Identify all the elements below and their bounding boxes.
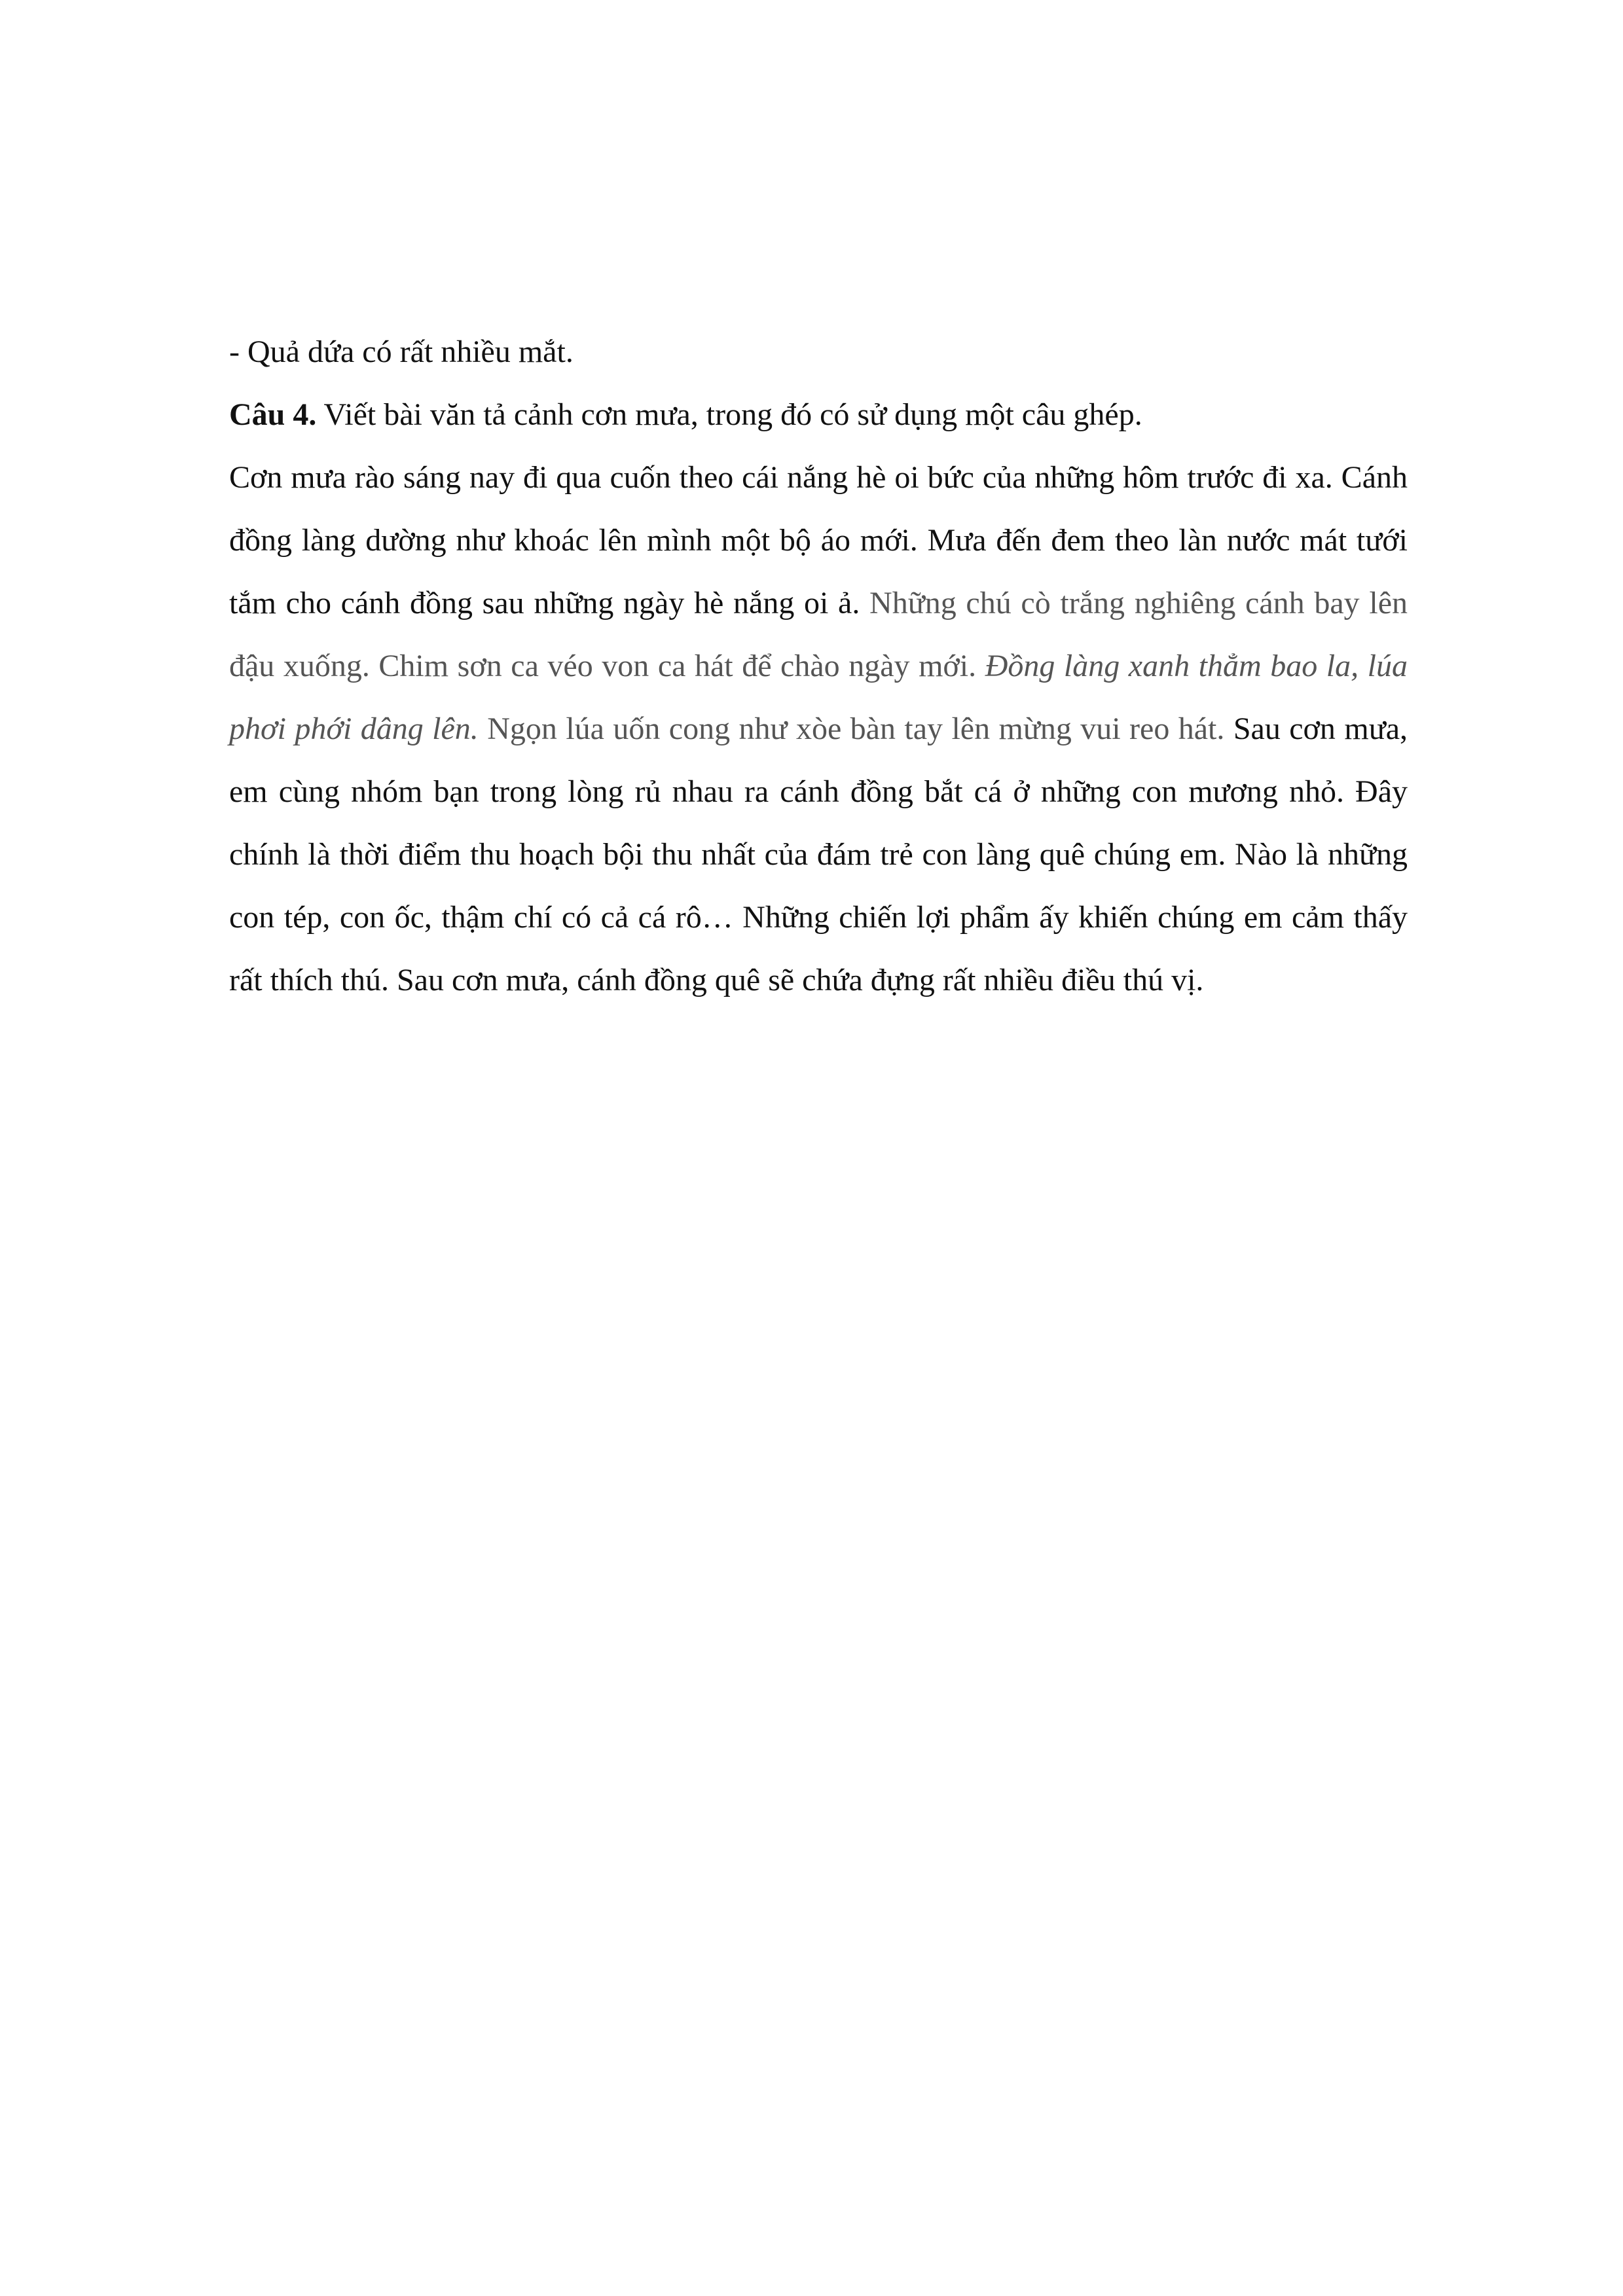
question-label: Câu 4.: [229, 397, 317, 432]
essay-part-4: Ngọn lúa uốn cong như xòe bàn tay lên mừng vui reo hát.: [478, 711, 1225, 746]
question-text: Viết bài văn tả cảnh cơn mưa, trong đó có sử dụng một câu ghép.: [316, 397, 1142, 432]
essay-part-5: Sau cơn mưa, em cùng nhóm bạn trong lòng rủ nhau ra cánh đồng bắt cá ở những con mương nhỏ. Đây chính là thời điểm thu hoạch bội thu nhất của đám trẻ con làng quê chúng em. Nào là những con tép, con ốc, thậm chí có cả cá rô… Những chiến lợi phẩm ấy khiến chúng em cảm thấy rất thích thú. Sau cơn mưa, cánh đồng quê sẽ chứa đựng rất nhiều điều thú vị.: [229, 711, 1408, 997]
essay-part-3: Đồng làng xanh thẳm bao la, lúa phơi phới dâng lên.: [229, 649, 1408, 746]
essay-part-2: Những chú cò trắng nghiêng cánh bay lên đậu xuống. Chim sơn ca véo von ca hát để chào ngày mới.: [229, 586, 1408, 683]
essay-part-1: Cơn mưa rào sáng nay đi qua cuốn theo cái nắng hè oi bức của những hôm trước đi xa. Cánh đồng làng dường như khoác lên mình một bộ áo mới. Mưa đến đem theo làn nước mát tưới tắm cho cánh đồng sau những ngày hè nắng oi ả.: [229, 460, 1408, 620]
document-page: [229, 321, 1408, 1012]
question-line: [229, 384, 1408, 446]
bullet-line: - Quả dứa có rất nhiều mắt.: [229, 334, 574, 369]
essay-paragraph: [229, 446, 1408, 1012]
